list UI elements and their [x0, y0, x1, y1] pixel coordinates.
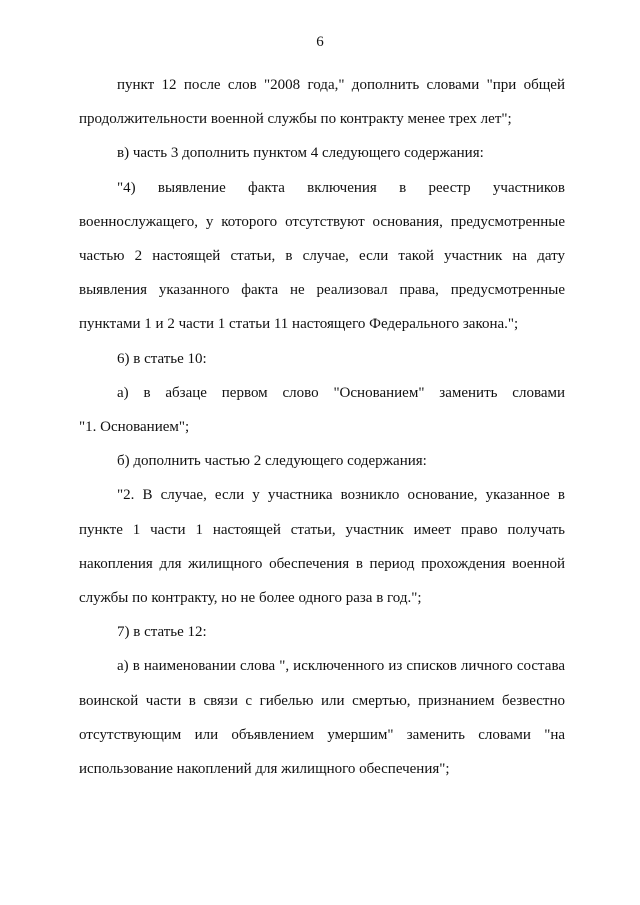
text-line: 7) в статье 12: [117, 624, 207, 641]
paragraph [79, 342, 565, 376]
text-line: воинской части в связи с гибелью или смертью, признанием безвестно [79, 692, 565, 709]
text-line: службы по контракту, но не более одного раза в год."; [79, 590, 422, 607]
paragraph [79, 136, 565, 170]
text-line: в) часть 3 дополнить пунктом 4 следующего содержания: [117, 145, 484, 162]
paragraph [79, 615, 565, 649]
text-line: пункт 12 после слов "2008 года," дополнить словами "при общей [117, 77, 565, 93]
text-line: а) в абзаце первом слово "Основанием" заменить словами [117, 384, 565, 401]
text-line: частью 2 настоящей статьи, в случае, если такой участник на дату [79, 248, 565, 265]
paragraph [79, 376, 565, 444]
paragraph [79, 444, 565, 478]
paragraph [79, 649, 565, 786]
text-line: б) дополнить частью 2 следующего содержания: [117, 453, 427, 470]
text-line: накопления для жилищного обеспечения в период прохождения военной [79, 555, 565, 572]
document-body [79, 68, 565, 786]
text-line: пункте 1 части 1 настоящей статьи, участник имеет право получать [79, 521, 565, 538]
paragraph [79, 68, 565, 136]
paragraph [79, 478, 565, 615]
text-line: отсутствующим или объявлением умершим" заменить словами "на [79, 726, 565, 743]
text-line: военнослужащего, у которого отсутствуют основания, предусмотренные [79, 213, 565, 230]
text-line: "1. Основанием"; [79, 419, 190, 436]
page-number: 6 [316, 34, 324, 50]
text-line: выявления указанного факта не реализовал права, предусмотренные [79, 282, 565, 299]
text-line: а) в наименовании слова ", исключенного из списков личного состава [117, 658, 565, 675]
text-line: пунктами 1 и 2 части 1 статьи 11 настоящего Федерального закона."; [79, 316, 519, 333]
text-line: использование накоплений для жилищного обеспечения"; [79, 761, 450, 778]
text-line: продолжительности военной службы по контракту менее трех лет"; [79, 111, 512, 128]
paragraph [79, 171, 565, 342]
text-line: "4) выявление факта включения в реестр участников [117, 179, 565, 196]
text-line: 6) в статье 10: [117, 350, 207, 367]
text-line: "2. В случае, если у участника возникло основание, указанное в [117, 487, 565, 504]
